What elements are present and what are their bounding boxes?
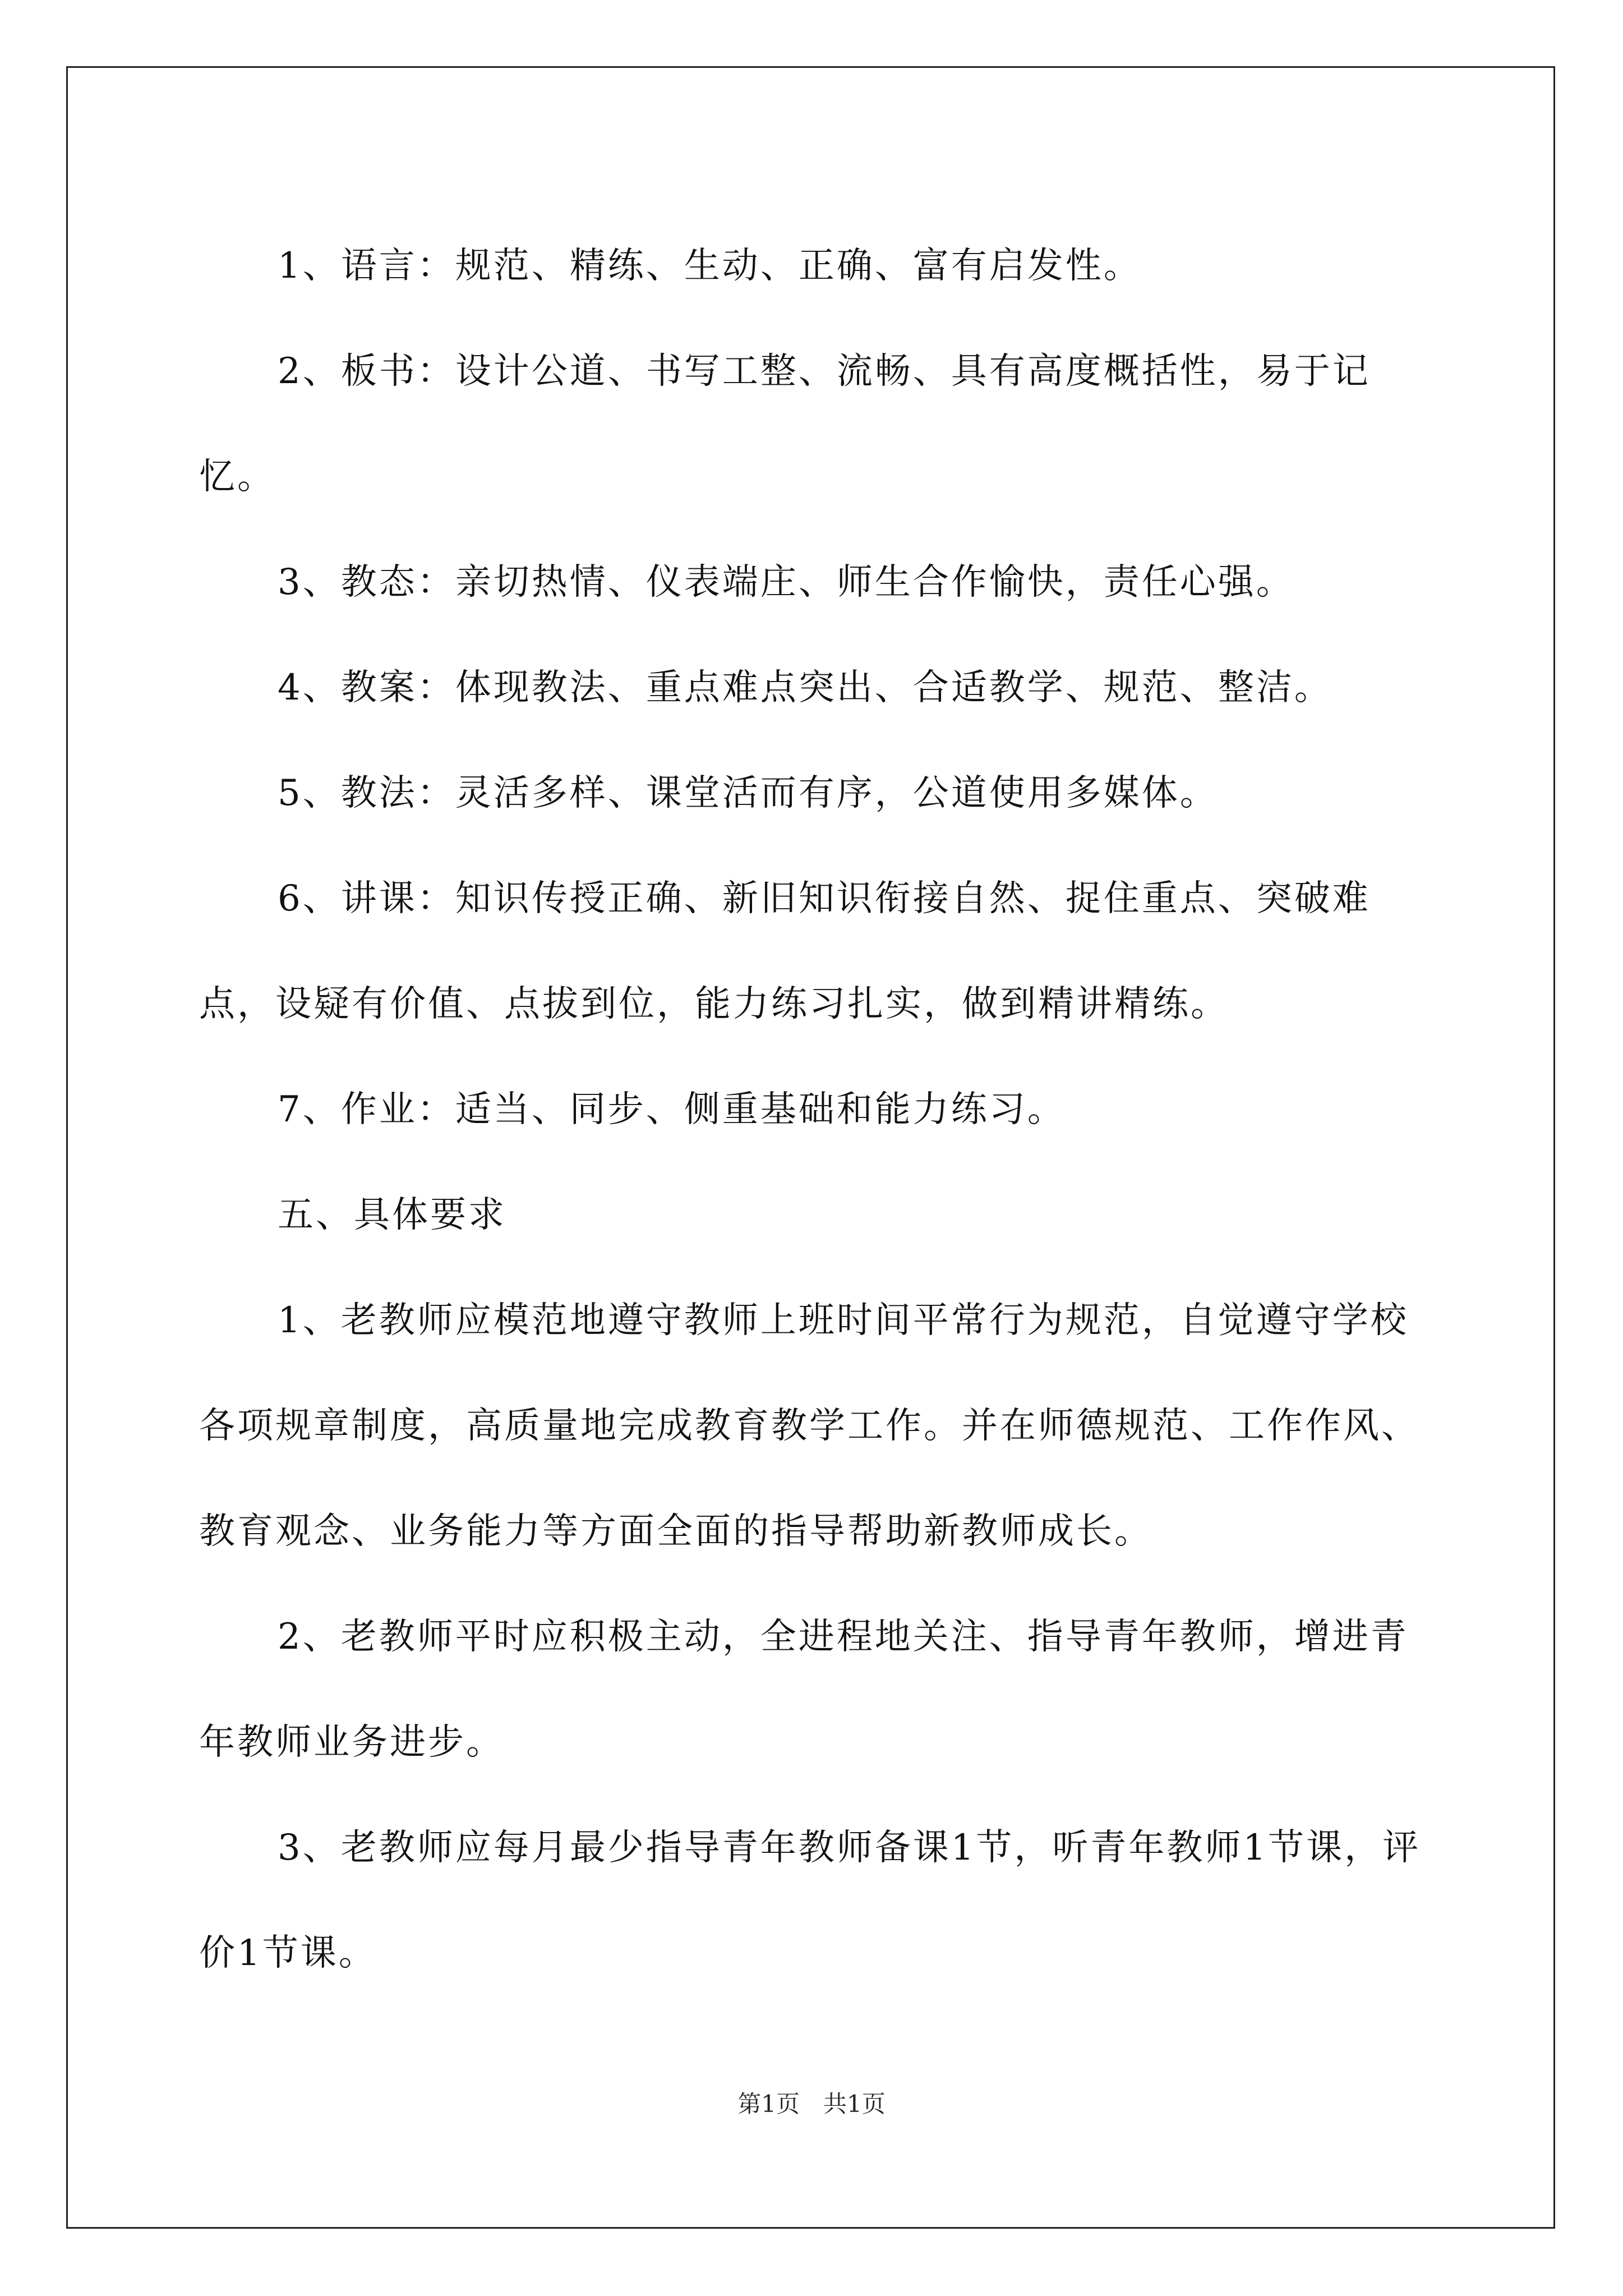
paragraph-homework: 7、作业：适当、同步、侧重基础和能力练习。 xyxy=(278,1089,1066,1130)
paragraph-demeanor: 3、教态：亲切热情、仪表端庄、师生合作愉快，责任心强。 xyxy=(278,562,1294,603)
paragraph-requirement-1: 1、老教师应模范地遵守教师上班时间平常行为规范，自觉遵守学校各项规章制度，高质量地完成教育教学工作。并在师德规范、工作作风、教育观念、业务能力等方面全面的指导帮助新教师成长。 xyxy=(199,1300,1419,1552)
paragraph-requirement-2: 2、老教师平时应积极主动，全进程地关注、指导青年教师，增进青年教师业务进步。 xyxy=(199,1616,1409,1763)
paragraph-requirement-3: 3、老教师应每月最少指导青年教师备课1节，听青年教师1节课，评价1节课。 xyxy=(199,1827,1421,1974)
page-number: 第1页 共1页 xyxy=(737,2090,886,2118)
paragraph-blackboard: 2、板书：设计公道、书写工整、流畅、具有高度概括性，易于记忆。 xyxy=(199,351,1371,498)
paragraph-lesson-plan: 4、教案：体现教法、重点难点突出、合适教学、规范、整洁。 xyxy=(278,667,1332,708)
paragraph-language: 1、语言：规范、精练、生动、正确、富有启发性。 xyxy=(278,245,1142,287)
section-heading: 五、具体要求 xyxy=(278,1194,506,1236)
document-body xyxy=(199,213,1433,2006)
paragraph-lecturing: 6、讲课：知识传授正确、新旧知识衔接自然、捉住重点、突破难点，设疑有价值、点拔到位，能力练习扎实，做到精讲精练。 xyxy=(199,878,1371,1025)
paragraph-teaching-method: 5、教法：灵活多样、课堂活而有序，公道使用多媒体。 xyxy=(278,772,1218,814)
